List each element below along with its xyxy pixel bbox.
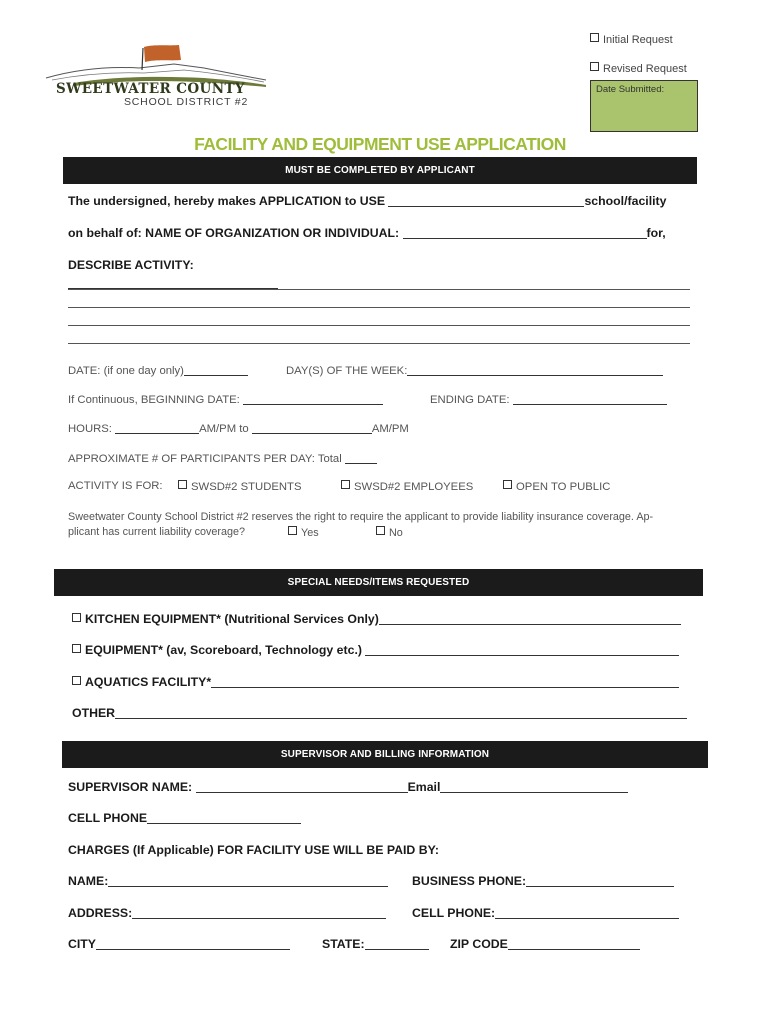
date-field[interactable] [184, 363, 248, 376]
describe-line-3[interactable] [68, 325, 690, 326]
option-students[interactable]: SWSD#2 STUDENTS [178, 480, 301, 493]
checkbox-icon[interactable] [288, 526, 297, 535]
business-phone-field[interactable] [526, 874, 674, 887]
beginning-date-field[interactable] [243, 392, 383, 405]
hours-end-field[interactable] [252, 421, 372, 434]
checkbox-icon[interactable] [72, 676, 81, 685]
logo-title: SWEETWATER COUNTY [56, 81, 245, 97]
request-type [590, 33, 687, 75]
district-logo [44, 40, 269, 110]
ending-date-field[interactable] [513, 392, 667, 405]
email-field[interactable] [440, 780, 628, 793]
hours-start-field[interactable] [115, 421, 199, 434]
days-field[interactable] [407, 363, 663, 376]
billing-address-field[interactable] [132, 906, 386, 919]
describe-line-2[interactable] [68, 307, 690, 308]
insurance-text: Sweetwater County School District #2 reserves the right to require the applicant to provide liability insurance coverage. Ap- plicant has current liability coverage? Yes No [68, 511, 654, 539]
kitchen-field[interactable] [379, 612, 681, 625]
aquatics-field[interactable] [211, 675, 679, 688]
equipment-row[interactable]: EQUIPMENT* (av, Scoreboard, Technology etc.) [72, 643, 679, 657]
checkbox-icon[interactable] [72, 613, 81, 622]
organization-line: on behalf of: NAME OF ORGANIZATION OR INDIVIDUAL: for, [68, 226, 666, 240]
zip-field[interactable] [508, 937, 640, 950]
date-submitted-box[interactable] [590, 80, 698, 132]
section-header-special: SPECIAL NEEDS/ITEMS REQUESTED [54, 569, 703, 596]
participants-field[interactable] [345, 451, 377, 464]
billing-cell-field[interactable] [495, 906, 679, 919]
option-public[interactable]: OPEN TO PUBLIC [503, 480, 610, 493]
participants-row: APPROXIMATE # OF PARTICIPANTS PER DAY: Total [68, 451, 377, 465]
section-header-applicant: MUST BE COMPLETED BY APPLICANT [63, 157, 697, 184]
facility-field[interactable] [388, 194, 584, 207]
insurance-no[interactable]: No [376, 526, 403, 539]
date-submitted-label: Date Submitted: [596, 84, 665, 95]
billing-city-row: CITY STATE: ZIP CODE [68, 937, 708, 951]
billing-name-field[interactable] [108, 874, 388, 887]
checkbox-icon[interactable] [178, 480, 187, 489]
city-field[interactable] [96, 937, 290, 950]
billing-address-row: ADDRESS: CELL PHONE: [68, 906, 708, 920]
other-row: OTHER [72, 706, 687, 720]
state-field[interactable] [365, 937, 429, 950]
checkbox-icon[interactable] [376, 526, 385, 535]
option-employees[interactable]: SWSD#2 EMPLOYEES [341, 480, 473, 493]
continuous-row: If Continuous, BEGINNING DATE: ENDING DATE: [68, 392, 708, 406]
charges-label: CHARGES (If Applicable) FOR FACILITY USE WILL BE PAID BY: [68, 843, 439, 857]
describe-activity-label: DESCRIBE ACTIVITY: [68, 258, 194, 272]
other-field[interactable] [115, 706, 687, 719]
kitchen-row[interactable]: KITCHEN EQUIPMENT* (Nutritional Services Only) [72, 612, 681, 626]
initial-request-option[interactable]: Initial Request [590, 33, 687, 46]
aquatics-row[interactable]: AQUATICS FACILITY* [72, 675, 679, 689]
organization-field[interactable] [403, 226, 647, 239]
describe-line-4[interactable] [68, 343, 690, 344]
section-header-supervisor: SUPERVISOR AND BILLING INFORMATION [62, 741, 708, 768]
checkbox-icon[interactable] [503, 480, 512, 489]
insurance-yes[interactable]: Yes [288, 526, 319, 539]
application-line: The undersigned, hereby makes APPLICATION to USE school/facility [68, 194, 667, 208]
supervisor-row: SUPERVISOR NAME: Email [68, 780, 628, 794]
page-title: FACILITY AND EQUIPMENT USE APPLICATION [194, 134, 566, 154]
supervisor-name-field[interactable] [196, 780, 408, 793]
checkbox-icon[interactable] [341, 480, 350, 489]
checkbox-icon[interactable] [590, 62, 599, 71]
hours-row: HOURS: AM/PM to AM/PM [68, 423, 409, 435]
describe-line-1b[interactable] [68, 289, 690, 290]
equipment-field[interactable] [365, 643, 679, 656]
activity-for-row: ACTIVITY IS FOR: SWSD#2 STUDENTS SWSD#2 EMPLOYEES OPEN TO PUBLIC [68, 480, 611, 493]
supervisor-cell-field[interactable] [147, 811, 301, 824]
checkbox-icon[interactable] [590, 33, 599, 42]
date-row: DATE: (if one day only) DAY(S) OF THE WEEK: [68, 363, 708, 377]
billing-name-row: NAME: BUSINESS PHONE: [68, 874, 708, 888]
checkbox-icon[interactable] [72, 644, 81, 653]
revised-request-option[interactable]: Revised Request [590, 62, 687, 75]
logo-subtitle: SCHOOL DISTRICT #2 [124, 96, 249, 108]
supervisor-cell-row: CELL PHONE [68, 811, 301, 825]
